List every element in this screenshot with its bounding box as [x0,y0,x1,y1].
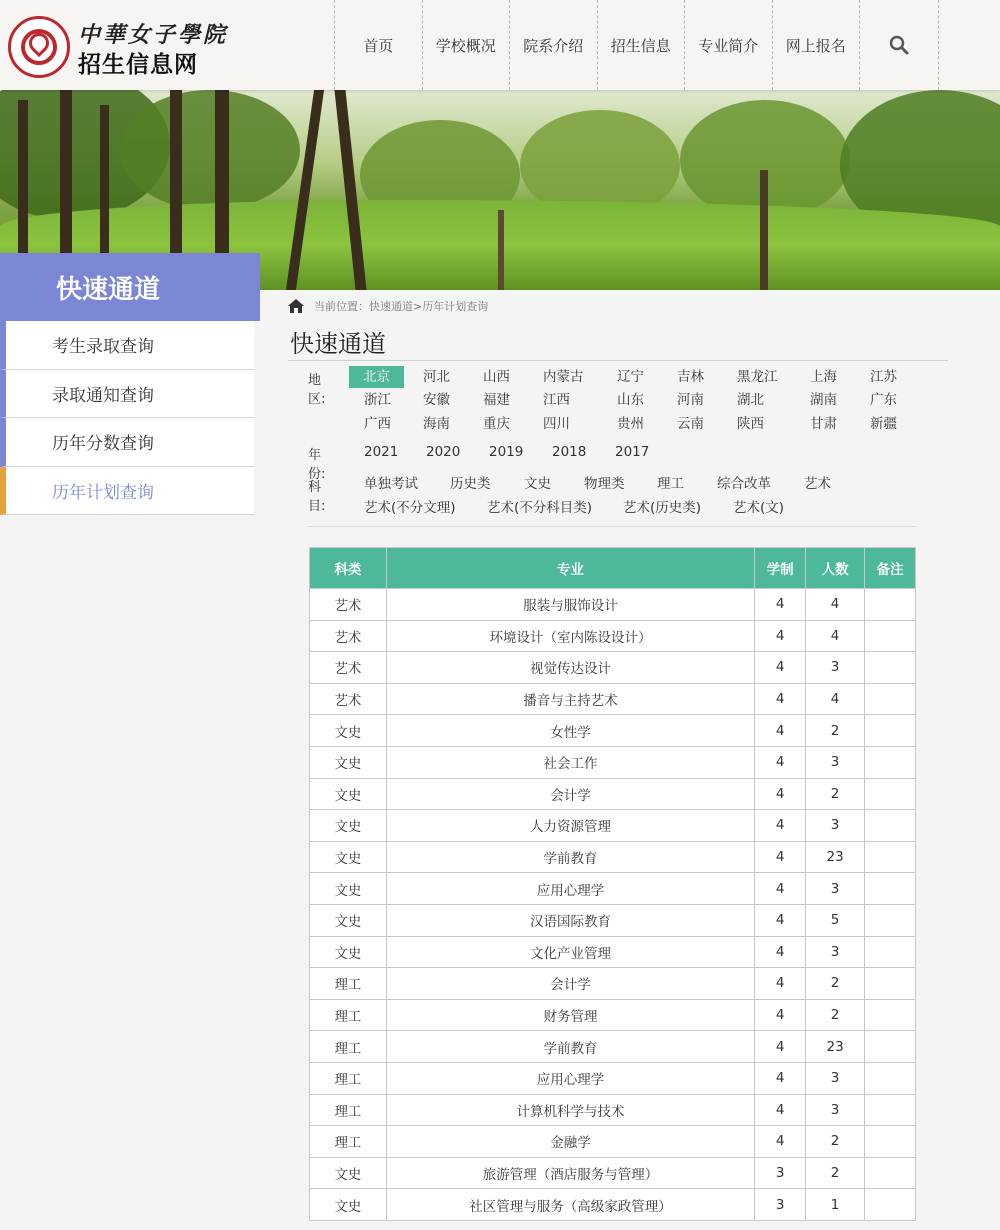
page-title: 快速通道 [290,330,386,358]
region-option[interactable]: 四川 [543,416,570,432]
cell-count: 2 [806,968,865,1000]
subject-option[interactable]: 历史类 [450,476,491,492]
table-row [310,778,916,810]
cell-category: 文史 [310,715,387,747]
table-row [310,620,916,652]
region-option[interactable]: 安徽 [423,392,450,408]
table-row [310,683,916,715]
cell-remark [865,999,916,1031]
region-option[interactable]: 河北 [423,369,450,385]
sidebar-title: 快速通道 [0,253,260,321]
cell-major: 财务管理 [386,999,754,1031]
cell-category: 文史 [310,810,387,842]
cell-remark [865,1189,916,1221]
region-option[interactable]: 陕西 [737,416,764,432]
cell-major: 人力资源管理 [386,810,754,842]
filter-divider [308,526,916,527]
cell-major: 视觉传达设计 [386,652,754,684]
cell-category: 理工 [310,1062,387,1094]
breadcrumb [288,296,488,316]
region-option[interactable]: 内蒙古 [543,369,584,385]
table-header-row [310,548,916,589]
cell-major: 汉语国际教育 [386,904,754,936]
region-option[interactable]: 上海 [810,369,837,385]
col-header-category: 科类 [310,548,387,589]
region-option[interactable]: 广西 [364,416,391,432]
region-option[interactable]: 贵州 [617,416,644,432]
sidebar-item-admission-query[interactable]: 考生录取查询 [0,321,254,370]
sidebar-item-score-history[interactable]: 历年分数查询 [0,418,254,467]
table-row [310,715,916,747]
cell-count: 4 [806,620,865,652]
cell-category: 艺术 [310,683,387,715]
cell-remark [865,1094,916,1126]
site-logo[interactable] [8,14,228,78]
cell-category: 理工 [310,968,387,1000]
cell-major: 旅游管理（酒店服务与管理） [386,1157,754,1189]
nav-online-application[interactable]: 网上报名 [772,0,860,90]
cell-duration: 4 [755,778,806,810]
cell-category: 理工 [310,1031,387,1063]
region-option[interactable]: 湖北 [737,392,764,408]
cell-remark [865,936,916,968]
cell-duration: 4 [755,841,806,873]
cell-category: 文史 [310,778,387,810]
table-row [310,873,916,905]
cell-remark [865,683,916,715]
cell-count: 1 [806,1189,865,1221]
sidebar-item-plan-history[interactable]: 历年计划查询 [0,467,254,516]
subject-option[interactable]: 理工 [657,476,684,492]
cell-category: 理工 [310,1094,387,1126]
nav-home[interactable]: 首页 [334,0,422,90]
breadcrumb-prefix: 当前位置： [314,300,369,313]
cell-duration: 4 [755,746,806,778]
cell-count: 23 [806,841,865,873]
cell-count: 2 [806,999,865,1031]
cell-count: 3 [806,936,865,968]
search-button[interactable] [859,0,939,90]
subject-option[interactable]: 艺术(不分文理) [364,500,456,516]
table-row [310,589,916,621]
subject-option[interactable]: 艺术(文) [733,500,785,516]
cell-duration: 4 [755,873,806,905]
cell-count: 3 [806,746,865,778]
logo-title: 中華女子學院 [78,22,229,48]
cell-remark [865,810,916,842]
cell-duration: 3 [755,1189,806,1221]
table-row [310,746,916,778]
cell-major: 应用心理学 [386,1062,754,1094]
cell-category: 理工 [310,1126,387,1158]
cell-count: 3 [806,652,865,684]
subject-option[interactable]: 物理类 [584,476,625,492]
cell-category: 理工 [310,999,387,1031]
cell-category: 文史 [310,1157,387,1189]
cell-major: 服装与服饰设计 [386,589,754,621]
cell-count: 4 [806,589,865,621]
year-option[interactable]: 2018 [552,444,587,460]
year-option[interactable]: 2021 [364,444,399,460]
region-option[interactable]: 重庆 [483,416,510,432]
cell-major: 社区管理与服务（高级家政管理） [386,1189,754,1221]
cell-remark [865,904,916,936]
cell-duration: 4 [755,1126,806,1158]
cell-duration: 4 [755,1031,806,1063]
cell-count: 23 [806,1031,865,1063]
sidebar-item-notice-query[interactable]: 录取通知查询 [0,370,254,419]
cell-count: 3 [806,1094,865,1126]
region-option[interactable]: 黑龙江 [737,369,778,385]
cell-count: 3 [806,1062,865,1094]
col-header-remark: 备注 [865,548,916,589]
region-option[interactable]: 北京 [349,366,404,388]
subject-option[interactable]: 单独考试 [364,476,418,492]
region-option[interactable]: 新疆 [870,416,897,432]
sidebar-menu [0,321,254,515]
nav-departments[interactable]: 院系介绍 [509,0,597,90]
region-option[interactable]: 福建 [483,392,510,408]
table-row [310,999,916,1031]
cell-remark [865,841,916,873]
cell-category: 艺术 [310,620,387,652]
site-header [0,0,1000,90]
cell-remark [865,589,916,621]
cell-duration: 4 [755,715,806,747]
cell-remark [865,778,916,810]
cell-duration: 4 [755,652,806,684]
breadcrumb-path[interactable]: 快速通道>历年计划查询 [369,300,489,313]
cell-duration: 4 [755,968,806,1000]
region-option[interactable]: 吉林 [677,369,704,385]
year-option[interactable]: 2019 [489,444,524,460]
cell-duration: 4 [755,999,806,1031]
nav-admissions-info[interactable]: 招生信息 [597,0,685,90]
school-seal-icon [8,16,70,78]
cell-count: 3 [806,873,865,905]
cell-category: 文史 [310,936,387,968]
cell-major: 会计学 [386,778,754,810]
year-label: 年份: [308,448,326,482]
cell-category: 艺术 [310,652,387,684]
cell-duration: 3 [755,1157,806,1189]
cell-duration: 4 [755,683,806,715]
region-option[interactable]: 江西 [543,392,570,408]
cell-remark [865,715,916,747]
cell-remark [865,1062,916,1094]
cell-count: 5 [806,904,865,936]
cell-major: 金融学 [386,1126,754,1158]
region-option[interactable]: 湖南 [810,392,837,408]
region-option[interactable]: 海南 [423,416,450,432]
table-row [310,810,916,842]
cell-category: 文史 [310,904,387,936]
cell-count: 2 [806,778,865,810]
table-row [310,936,916,968]
cell-count: 4 [806,683,865,715]
cell-major: 学前教育 [386,1031,754,1063]
table-row [310,841,916,873]
region-option[interactable]: 江苏 [870,369,897,385]
cell-duration: 4 [755,589,806,621]
subject-option[interactable]: 艺术 [804,476,831,492]
cell-duration: 4 [755,810,806,842]
cell-major: 社会工作 [386,746,754,778]
table-row [310,652,916,684]
table-row [310,1126,916,1158]
nav-majors[interactable]: 专业简介 [684,0,772,90]
cell-duration: 4 [755,936,806,968]
cell-remark [865,873,916,905]
cell-major: 女性学 [386,715,754,747]
table-row [310,1062,916,1094]
year-option[interactable]: 2017 [615,444,650,460]
region-option[interactable]: 辽宁 [617,369,644,385]
cell-count: 2 [806,1126,865,1158]
table-row [310,968,916,1000]
cell-remark [865,968,916,1000]
region-option[interactable]: 河南 [677,392,704,408]
cell-major: 应用心理学 [386,873,754,905]
col-header-duration: 学制 [755,548,806,589]
region-option[interactable]: 云南 [677,416,704,432]
cell-duration: 4 [755,1094,806,1126]
cell-category: 文史 [310,841,387,873]
cell-remark [865,1031,916,1063]
table-row [310,1031,916,1063]
subject-option[interactable]: 综合改革 [717,476,771,492]
cell-count: 3 [806,810,865,842]
region-option[interactable]: 浙江 [364,392,391,408]
subject-option[interactable]: 艺术(不分科目类) [487,500,593,516]
cell-count: 2 [806,715,865,747]
region-option[interactable]: 甘肃 [810,416,837,432]
cell-major: 计算机科学与技术 [386,1094,754,1126]
logo-subtitle: 招生信息网 [78,52,198,78]
cell-major: 播音与主持艺术 [386,683,754,715]
region-option[interactable]: 山西 [483,369,510,385]
title-divider [288,360,948,361]
cell-major: 文化产业管理 [386,936,754,968]
subject-option[interactable]: 艺术(历史类) [623,500,702,516]
col-header-major: 专业 [386,548,754,589]
region-option[interactable]: 山东 [617,392,644,408]
cell-category: 艺术 [310,589,387,621]
region-label: 地区: [308,373,326,407]
cell-major: 学前教育 [386,841,754,873]
cell-major: 会计学 [386,968,754,1000]
home-icon[interactable] [288,299,304,313]
year-option[interactable]: 2020 [426,444,461,460]
main-nav [334,0,939,90]
region-option[interactable]: 广东 [870,392,897,408]
cell-major: 环境设计（室内陈设设计） [386,620,754,652]
table-row [310,1157,916,1189]
cell-remark [865,620,916,652]
nav-school-overview[interactable]: 学校概况 [422,0,510,90]
enrollment-plan-table [309,547,916,1221]
cell-category: 文史 [310,873,387,905]
cell-remark [865,746,916,778]
subject-label: 科目: [308,480,326,514]
cell-duration: 4 [755,620,806,652]
table-row [310,904,916,936]
cell-category: 文史 [310,1189,387,1221]
table-row [310,1094,916,1126]
cell-count: 2 [806,1157,865,1189]
subject-option[interactable]: 文史 [524,476,551,492]
cell-duration: 4 [755,904,806,936]
cell-duration: 4 [755,1062,806,1094]
cell-category: 文史 [310,746,387,778]
cell-remark [865,1126,916,1158]
table-row [310,1189,916,1221]
col-header-count: 人数 [806,548,865,589]
cell-remark [865,652,916,684]
search-icon [889,35,909,55]
cell-remark [865,1157,916,1189]
